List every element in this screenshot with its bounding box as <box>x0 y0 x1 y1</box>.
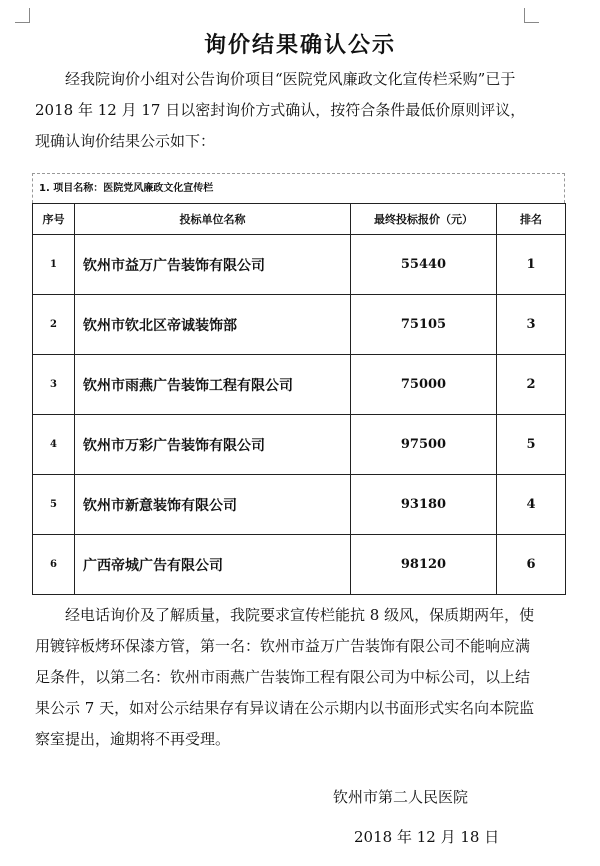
cell-rank: 2 <box>497 355 566 415</box>
cell-bidder: 钦州市新意装饰有限公司 <box>75 475 351 535</box>
intro-text: 经我院询价小组对公告询价项目“医院党风廉政文化宣传栏采购”已于 2018 年 12 月 17 日以密封询价方式确认，按符合条件最低价原则评议，现确认询价结果公示如下： <box>35 70 526 150</box>
project-label: 1. 项目名称：医院党风廉政文化宣传栏 <box>32 173 565 203</box>
header-bidder: 投标单位名称 <box>75 204 351 235</box>
intro-paragraph <box>35 64 535 157</box>
cell-seq: 6 <box>33 535 75 595</box>
results-table-container <box>32 173 565 595</box>
signature-organization: 钦州市第二人民医院 <box>333 788 469 806</box>
header-rank: 排名 <box>497 204 566 235</box>
table-row <box>33 475 566 535</box>
document-title: 询价结果确认公示 <box>203 33 396 58</box>
header-seq: 序号 <box>33 204 75 235</box>
table-row <box>33 295 566 355</box>
cell-seq: 5 <box>33 475 75 535</box>
table-row <box>33 235 566 295</box>
results-table <box>32 203 566 595</box>
page-corner-mark-left <box>15 8 30 23</box>
cell-seq: 3 <box>33 355 75 415</box>
cell-price: 75000 <box>351 355 497 415</box>
table-row <box>33 415 566 475</box>
cell-rank: 1 <box>497 235 566 295</box>
cell-price: 98120 <box>351 535 497 595</box>
cell-bidder: 钦州市钦北区帝诚装饰部 <box>75 295 351 355</box>
cell-rank: 6 <box>497 535 566 595</box>
signature-date: 2018 年 12 月 18 日 <box>354 828 500 846</box>
cell-bidder: 钦州市万彩广告装饰有限公司 <box>75 415 351 475</box>
body-text: 经电话询价及了解质量，我院要求宣传栏能抗 8 级风，保质期两年，使用镀锌板烤环保漆方管，第一名：钦州市益万广告装饰有限公司不能响应满足条件，以第二名：钦州市雨燕广告装饰工程有限公司为中标公司，以上结果公示 7 天，如对公示结果存有异议请在公示期内以书面形式实名向本院监察室提出，逾期将不再受理。 <box>35 606 535 748</box>
cell-price: 75105 <box>351 295 497 355</box>
cell-seq: 1 <box>33 235 75 295</box>
body-paragraph <box>35 600 535 755</box>
cell-bidder: 钦州市益万广告装饰有限公司 <box>75 235 351 295</box>
cell-bidder: 广西帝城广告有限公司 <box>75 535 351 595</box>
table-row <box>33 355 566 415</box>
table-header-row <box>33 204 566 235</box>
cell-seq: 2 <box>33 295 75 355</box>
cell-rank: 5 <box>497 415 566 475</box>
page-corner-mark-right <box>524 8 539 23</box>
cell-rank: 4 <box>497 475 566 535</box>
header-price: 最终投标报价（元） <box>351 204 497 235</box>
cell-price: 97500 <box>351 415 497 475</box>
cell-price: 93180 <box>351 475 497 535</box>
cell-bidder: 钦州市雨燕广告装饰工程有限公司 <box>75 355 351 415</box>
cell-rank: 3 <box>497 295 566 355</box>
table-row <box>33 535 566 595</box>
cell-price: 55440 <box>351 235 497 295</box>
cell-seq: 4 <box>33 415 75 475</box>
